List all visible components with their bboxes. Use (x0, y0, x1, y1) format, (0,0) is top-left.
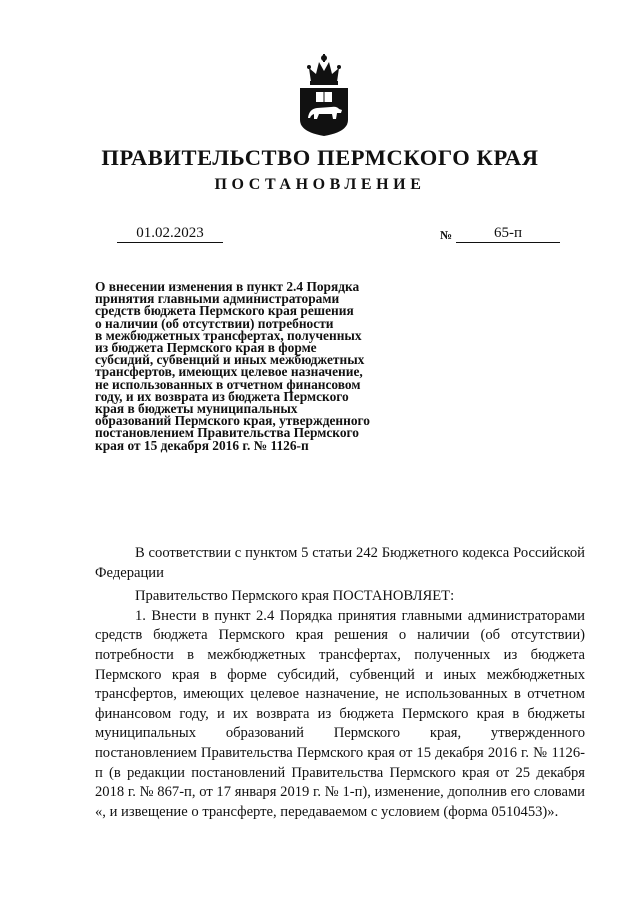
subject-line: средств бюджета Пермского края решения (95, 303, 354, 319)
document-subject (95, 281, 415, 452)
subject-line: постановлением Правительства Пермского (95, 425, 359, 441)
subject-line: образований Пермского края, утвержденного (95, 413, 370, 429)
number-label: № (440, 228, 453, 242)
document-type: ПОСТАНОВЛЕНИЕ (214, 176, 426, 193)
subject-line: трансфертов, имеющих целевое назначение, (95, 364, 363, 380)
subject-line: году, и их возврата из бюджета Пермского (95, 388, 349, 404)
subject-line: О внесении изменения в пункт 2.4 Порядка (95, 279, 360, 294)
resolution-paragraph: Правительство Пермского края ПОСТАНОВЛЯЕТ: (135, 588, 455, 605)
item-1-paragraph: 1. Внести в пункт 2.4 Порядка принятия главными администраторами средств бюджета Пермского края решения о наличии (об отсутствии) потребности в межбюджетных трансфертах, полученных из бюджета Пермского края в форме субсидий, субвенций и иных межбюджетных трансфертов, имеющих целевое назначение, не использованных в отчетном финансовом году, и их возврата из бюджета Пермского края в бюджеты муниципальных образований Пермского края, утвержденного постановлением Правительства Пермского края от 15 декабря 2016 г. № 1126-п (в редакции постановлений Правительства Пермского края от 25 декабря 2018 г. № 867-п, от 17 января 2019 г. № 1-п), изменение, дополнив его словами «, и извещение о трансферте, передаваемом с условием (форма 0510453)». (95, 607, 585, 820)
subject-line: о наличии (об отсутствии) потребности (95, 315, 334, 331)
subject-line: субсидий, субвенций и иных межбюджетных (95, 352, 365, 368)
subject-line: принятия главными администраторами (95, 291, 340, 307)
subject-line: из бюджета Пермского края в форме (95, 340, 317, 356)
subject-line: в межбюджетных трансфертах, полученных (95, 327, 362, 343)
preamble-paragraph: В соответствии с пунктом 5 статьи 242 Бюджетного кодекса Российской Федерации (95, 545, 585, 581)
document-number: 65-п (456, 224, 560, 243)
document-date: 01.02.2023 (117, 224, 223, 243)
subject-line: не использованных в отчетном финансовом (95, 376, 361, 392)
organization-title: ПРАВИТЕЛЬСТВО ПЕРМСКОГО КРАЯ (101, 145, 539, 170)
coat-of-arms-icon (297, 52, 351, 136)
document-body (95, 544, 585, 822)
subject-line: края в бюджеты муниципальных (95, 401, 298, 417)
subject-line: края от 15 декабря 2016 г. № 1126-п (95, 437, 309, 453)
